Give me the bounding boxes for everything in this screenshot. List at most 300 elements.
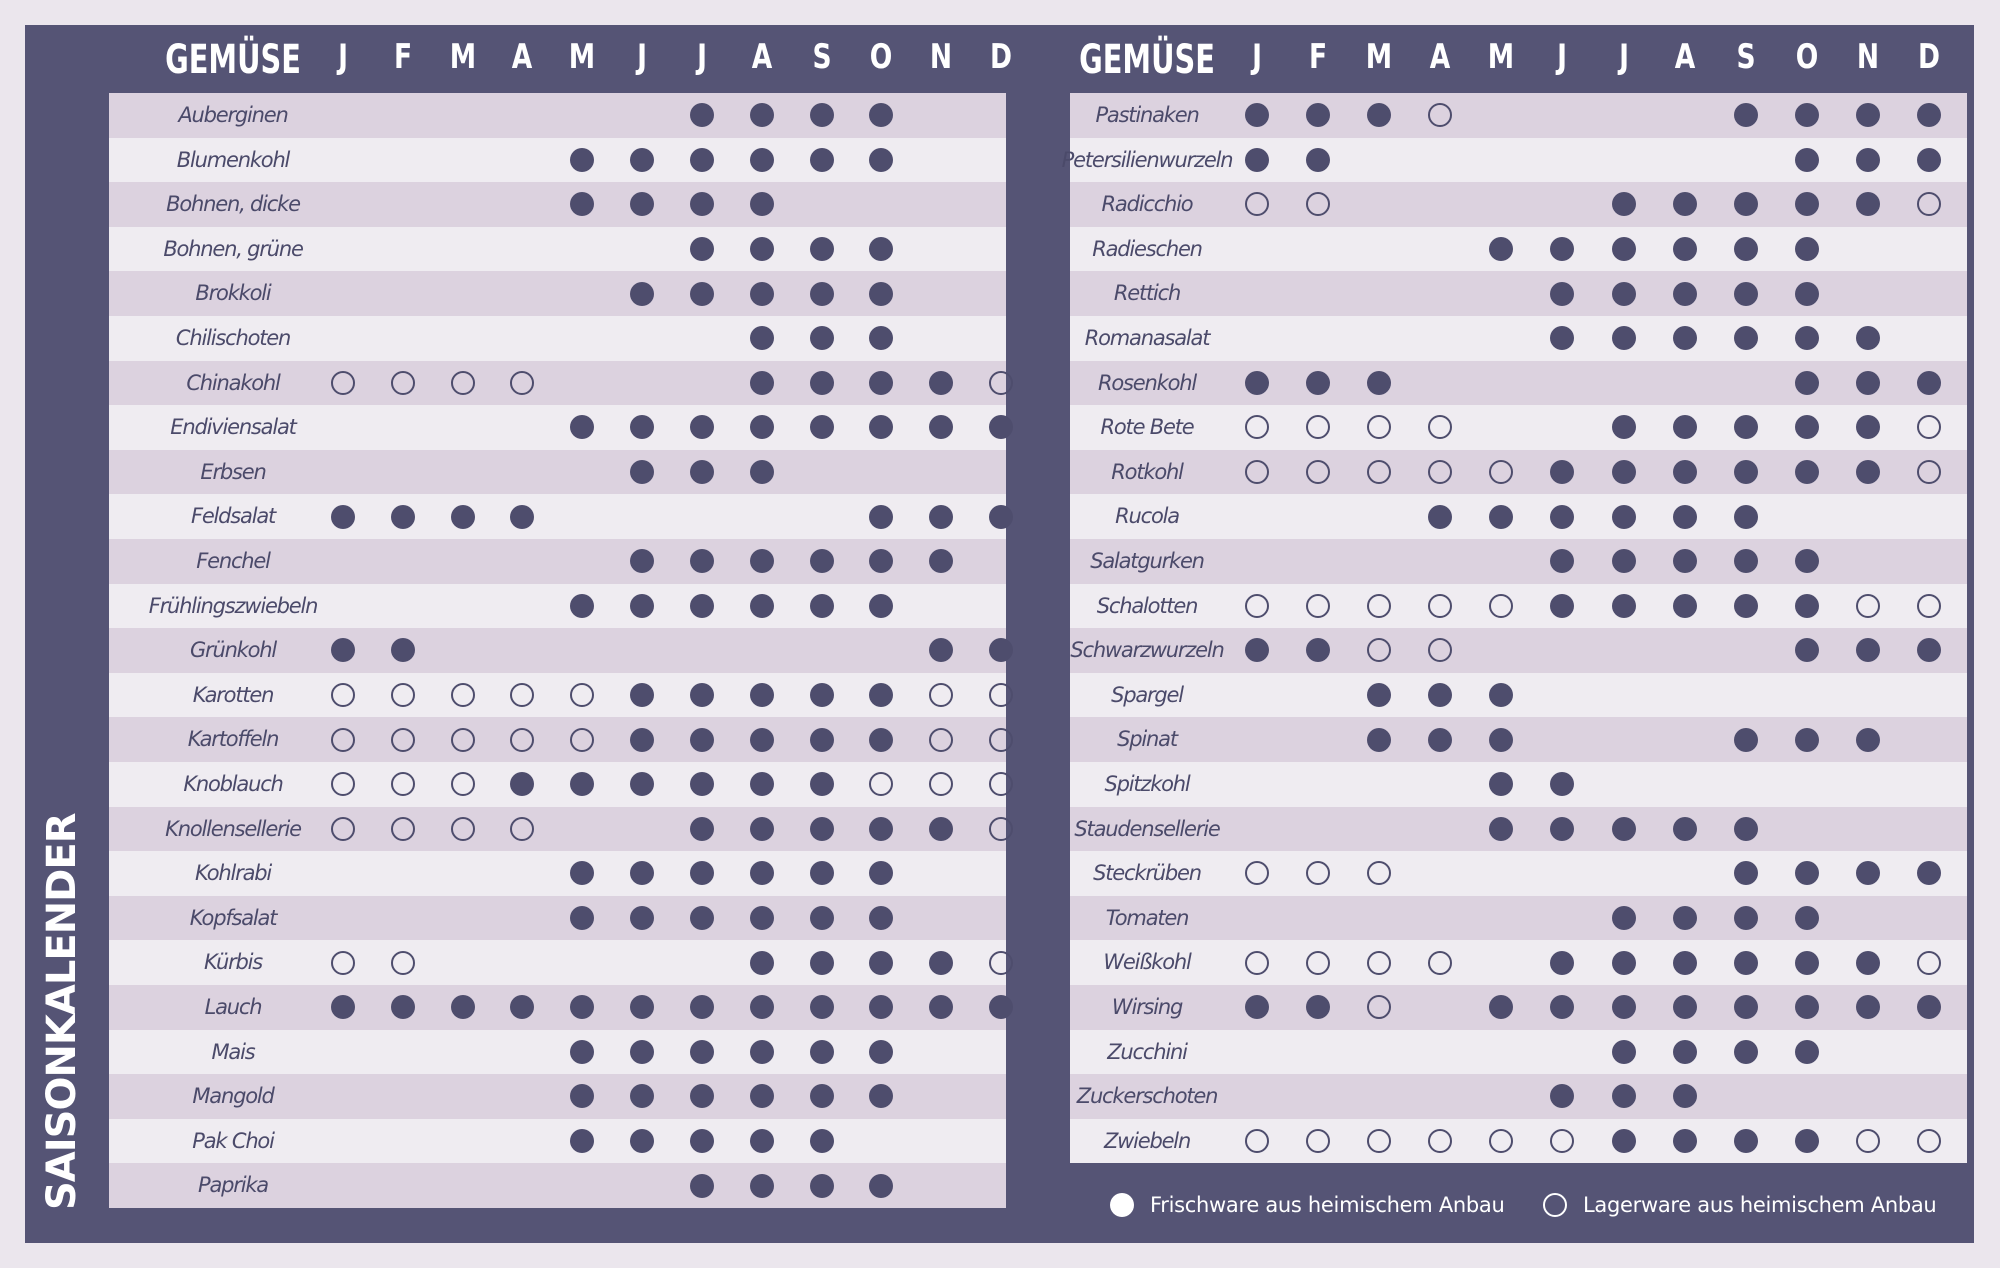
- vegetable-name: Kopfsalat: [189, 905, 277, 930]
- fresh-dot-knoblauch-8: [750, 772, 774, 796]
- fresh-dot-rucola-4: [1428, 505, 1452, 529]
- table-row: [109, 1030, 1006, 1075]
- vegetable-name: Brokkoli: [195, 281, 271, 306]
- fresh-dot-zucchini-7: [1612, 1040, 1636, 1064]
- fresh-dot-bohnen-gruene-9: [810, 237, 834, 261]
- table-row: [109, 93, 1006, 138]
- fresh-dot-kuerbis-8: [750, 951, 774, 975]
- fresh-dot-mais-5: [570, 1040, 594, 1064]
- stored-dot-kuerbis-1: [331, 951, 355, 975]
- table-row: [109, 227, 1006, 272]
- fresh-dot-zuckerschoten-7: [1612, 1084, 1636, 1108]
- vegetable-name: Schalotten: [1096, 593, 1198, 618]
- vegetable-name: Mais: [211, 1039, 255, 1064]
- month-header: J: [1252, 37, 1262, 77]
- vegetable-name: Knollensellerie: [165, 816, 301, 841]
- fresh-dot-knollensellerie-9: [810, 817, 834, 841]
- fresh-dot-knoblauch-9: [810, 772, 834, 796]
- fresh-dot-steckrueben-12: [1917, 861, 1941, 885]
- vegetable-name: Weißkohl: [1103, 950, 1191, 975]
- stored-dot-schalotten-3: [1367, 594, 1391, 618]
- vegetable-name: Zucchini: [1107, 1039, 1187, 1064]
- fresh-dot-karotten-9: [810, 683, 834, 707]
- fresh-dot-brokkoli-9: [810, 282, 834, 306]
- table-row: [1070, 494, 1967, 539]
- fresh-dot-blumenkohl-10: [869, 148, 893, 172]
- fresh-dot-schwarzwurzeln-11: [1856, 638, 1880, 662]
- vegetable-name: Rettich: [1113, 281, 1181, 306]
- table-row: [109, 985, 1006, 1030]
- fresh-dot-rotkohl-10: [1795, 460, 1819, 484]
- fresh-dot-schalotten-6: [1550, 594, 1574, 618]
- month-header: N: [930, 37, 953, 77]
- stored-dot-zwiebeln-6: [1550, 1129, 1574, 1153]
- stored-dot-schalotten-11: [1856, 594, 1880, 618]
- fresh-dot-rucola-7: [1612, 505, 1636, 529]
- table-right: [1044, 25, 1941, 1243]
- stored-dot-rote-bete-2: [1306, 415, 1330, 439]
- vegetable-name: Kürbis: [203, 950, 263, 975]
- fresh-dot-lauch-7: [690, 995, 714, 1019]
- fresh-dot-wirsing-2: [1306, 995, 1330, 1019]
- stored-dot-pastinaken-4: [1428, 103, 1452, 127]
- fresh-dot-spinat-9: [1734, 728, 1758, 752]
- fresh-dot-endiviensalat-7: [690, 415, 714, 439]
- fresh-dot-chilischoten-8: [750, 326, 774, 350]
- month-header: M: [1488, 37, 1515, 77]
- fresh-dot-fenchel-7: [690, 549, 714, 573]
- filled-circle-icon: [1110, 1193, 1134, 1217]
- vegetable-name: Rote Bete: [1100, 415, 1194, 440]
- fresh-dot-spinat-10: [1795, 728, 1819, 752]
- fresh-dot-chinakohl-10: [869, 371, 893, 395]
- fresh-dot-pak-choi-5: [570, 1129, 594, 1153]
- legend-stored: [1543, 1185, 1936, 1225]
- month-header: O: [870, 37, 893, 77]
- month-header: J: [696, 37, 707, 77]
- month-header: A: [751, 37, 772, 77]
- fresh-dot-chinakohl-11: [929, 371, 953, 395]
- fresh-dot-lauch-3: [451, 995, 475, 1019]
- table-row: [109, 762, 1006, 807]
- stored-dot-rote-bete-4: [1428, 415, 1452, 439]
- fresh-dot-kuerbis-9: [810, 951, 834, 975]
- fresh-dot-radieschen-7: [1612, 237, 1636, 261]
- stored-dot-rote-bete-12: [1917, 415, 1941, 439]
- table-row: [1070, 182, 1967, 227]
- fresh-dot-auberginen-8: [750, 103, 774, 127]
- stored-dot-weisskohl-3: [1367, 951, 1391, 975]
- fresh-dot-brokkoli-7: [690, 282, 714, 306]
- fresh-dot-pak-choi-6: [630, 1129, 654, 1153]
- fresh-dot-karotten-6: [630, 683, 654, 707]
- fresh-dot-radicchio-10: [1795, 192, 1819, 216]
- fresh-dot-mangold-9: [810, 1084, 834, 1108]
- table-row: [1070, 896, 1967, 941]
- vegetable-name: Zwiebeln: [1103, 1128, 1191, 1153]
- fresh-dot-gruenkohl-2: [391, 638, 415, 662]
- vegetable-name: Tomaten: [1105, 905, 1189, 930]
- fresh-dot-pak-choi-8: [750, 1129, 774, 1153]
- fresh-dot-endiviensalat-10: [869, 415, 893, 439]
- vegetable-name: Wirsing: [1111, 995, 1183, 1019]
- table-row: [1070, 985, 1967, 1030]
- stored-dot-schalotten-12: [1917, 594, 1941, 618]
- fresh-dot-rucola-5: [1489, 505, 1513, 529]
- fresh-dot-rosenkohl-2: [1306, 371, 1330, 395]
- fresh-dot-petersilienwurzeln-12: [1917, 148, 1941, 172]
- table-row: [109, 673, 1006, 718]
- month-header: J: [338, 37, 348, 77]
- fresh-dot-tomaten-8: [1673, 906, 1697, 930]
- fresh-dot-chilischoten-10: [869, 326, 893, 350]
- vegetable-name: Erbsen: [200, 459, 266, 484]
- stored-dot-kartoffeln-4: [510, 728, 534, 752]
- fresh-dot-kopfsalat-5: [570, 906, 594, 930]
- fresh-dot-romanasalat-11: [1856, 326, 1880, 350]
- fresh-dot-staudensellerie-7: [1612, 817, 1636, 841]
- stored-dot-karotten-1: [331, 683, 355, 707]
- fresh-dot-lauch-4: [510, 995, 534, 1019]
- fresh-dot-kartoffeln-9: [810, 728, 834, 752]
- fresh-dot-brokkoli-8: [750, 282, 774, 306]
- fresh-dot-fenchel-6: [630, 549, 654, 573]
- fresh-dot-rucola-8: [1673, 505, 1697, 529]
- stored-dot-wirsing-3: [1367, 995, 1391, 1019]
- season-calendar: [25, 25, 1974, 1243]
- fresh-dot-kohlrabi-9: [810, 861, 834, 885]
- stored-dot-rotkohl-3: [1367, 460, 1391, 484]
- month-header: D: [1917, 37, 1941, 77]
- stored-dot-karotten-12: [989, 683, 1013, 707]
- stored-dot-knoblauch-12: [989, 772, 1013, 796]
- vegetable-name: Radieschen: [1092, 236, 1202, 261]
- fresh-dot-karotten-8: [750, 683, 774, 707]
- fresh-dot-endiviensalat-11: [929, 415, 953, 439]
- fresh-dot-fruehlingszwiebeln-9: [810, 594, 834, 618]
- fresh-dot-fenchel-9: [810, 549, 834, 573]
- fresh-dot-karotten-10: [869, 683, 893, 707]
- fresh-dot-schalotten-8: [1673, 594, 1697, 618]
- vegetable-name: Chinakohl: [186, 370, 280, 395]
- vegetable-name: Petersilienwurzeln: [1061, 147, 1233, 172]
- vegetable-name: Steckrüben: [1093, 861, 1201, 886]
- vegetable-name: Zuckerschoten: [1076, 1084, 1218, 1109]
- fresh-dot-steckrueben-11: [1856, 861, 1880, 885]
- legend: [25, 1185, 1974, 1225]
- fresh-dot-rosenkohl-3: [1367, 371, 1391, 395]
- fresh-dot-rettich-8: [1673, 282, 1697, 306]
- fresh-dot-petersilienwurzeln-10: [1795, 148, 1819, 172]
- table-left: [83, 25, 1013, 1243]
- fresh-dot-petersilienwurzeln-2: [1306, 148, 1330, 172]
- table-row: [109, 851, 1006, 896]
- fresh-dot-bohnen-gruene-8: [750, 237, 774, 261]
- table-row: [109, 1074, 1006, 1119]
- fresh-dot-petersilienwurzeln-1: [1245, 148, 1269, 172]
- fresh-dot-wirsing-9: [1734, 995, 1758, 1019]
- stored-dot-kuerbis-12: [989, 951, 1013, 975]
- fresh-dot-wirsing-10: [1795, 995, 1819, 1019]
- fresh-dot-lauch-11: [929, 995, 953, 1019]
- stored-dot-radicchio-2: [1306, 192, 1330, 216]
- table-row: [109, 940, 1006, 985]
- fresh-dot-pastinaken-9: [1734, 103, 1758, 127]
- stored-dot-weisskohl-4: [1428, 951, 1452, 975]
- stored-dot-karotten-2: [391, 683, 415, 707]
- table-row: [109, 182, 1006, 227]
- stored-dot-kartoffeln-11: [929, 728, 953, 752]
- fresh-dot-auberginen-9: [810, 103, 834, 127]
- fresh-dot-zwiebeln-8: [1673, 1129, 1697, 1153]
- stored-dot-steckrueben-3: [1367, 861, 1391, 885]
- fresh-dot-feldsalat-11: [929, 505, 953, 529]
- stored-dot-zwiebeln-1: [1245, 1129, 1269, 1153]
- month-header: A: [1429, 37, 1451, 77]
- table-row: [1070, 807, 1967, 852]
- table-row: [1070, 405, 1967, 450]
- fresh-dot-spitzkohl-5: [1489, 772, 1513, 796]
- fresh-dot-kopfsalat-6: [630, 906, 654, 930]
- fresh-dot-feldsalat-12: [989, 505, 1013, 529]
- fresh-dot-endiviensalat-8: [750, 415, 774, 439]
- fresh-dot-mangold-7: [690, 1084, 714, 1108]
- month-header: M: [1365, 37, 1393, 77]
- fresh-dot-blumenkohl-9: [810, 148, 834, 172]
- fresh-dot-pastinaken-10: [1795, 103, 1819, 127]
- vegetable-name: Frühlingszwiebeln: [148, 593, 318, 618]
- fresh-dot-rucola-6: [1550, 505, 1574, 529]
- table-row: [1070, 93, 1967, 138]
- table-row: [1070, 227, 1967, 272]
- table-row: [1061, 138, 1967, 183]
- fresh-dot-fenchel-11: [929, 549, 953, 573]
- vegetable-name: Schwarzwurzeln: [1070, 638, 1224, 663]
- legend-stored-label: Lagerware aus heimischem Anbau: [1583, 1193, 1937, 1217]
- fresh-dot-kopfsalat-10: [869, 906, 893, 930]
- stored-dot-rotkohl-1: [1245, 460, 1269, 484]
- fresh-dot-rote-bete-7: [1612, 415, 1636, 439]
- fresh-dot-zuckerschoten-8: [1673, 1084, 1697, 1108]
- fresh-dot-spinat-3: [1367, 728, 1391, 752]
- stored-dot-knollensellerie-12: [989, 817, 1013, 841]
- fresh-dot-rotkohl-6: [1550, 460, 1574, 484]
- fresh-dot-spargel-3: [1367, 683, 1391, 707]
- table-row: [1070, 940, 1967, 985]
- fresh-dot-zwiebeln-7: [1612, 1129, 1636, 1153]
- fresh-dot-kohlrabi-7: [690, 861, 714, 885]
- fresh-dot-fruehlingszwiebeln-6: [630, 594, 654, 618]
- stored-dot-rotkohl-5: [1489, 460, 1513, 484]
- table-row: [109, 807, 1006, 852]
- fresh-dot-weisskohl-11: [1856, 951, 1880, 975]
- fresh-dot-wirsing-6: [1550, 995, 1574, 1019]
- fresh-dot-brokkoli-10: [869, 282, 893, 306]
- column-label: GEMÜSE: [1079, 37, 1215, 83]
- vegetable-name: Pastinaken: [1095, 103, 1199, 127]
- month-header: J: [637, 37, 648, 77]
- fresh-dot-rote-bete-8: [1673, 415, 1697, 439]
- table-row: [1070, 673, 1967, 718]
- fresh-dot-knoblauch-6: [630, 772, 654, 796]
- fresh-dot-gruenkohl-11: [929, 638, 953, 662]
- legend-fresh-label: Frischware aus heimischem Anbau: [1150, 1193, 1505, 1217]
- fresh-dot-mais-6: [630, 1040, 654, 1064]
- table-row: [1070, 584, 1967, 629]
- fresh-dot-staudensellerie-9: [1734, 817, 1758, 841]
- fresh-dot-erbsen-8: [750, 460, 774, 484]
- vegetable-name: Blumenkohl: [176, 147, 290, 172]
- stored-dot-zwiebeln-5: [1489, 1129, 1513, 1153]
- open-circle-icon: [1543, 1193, 1567, 1217]
- fresh-dot-bohnen-dicke-7: [690, 192, 714, 216]
- fresh-dot-feldsalat-1: [331, 505, 355, 529]
- fresh-dot-feldsalat-4: [510, 505, 534, 529]
- stored-dot-schalotten-4: [1428, 594, 1452, 618]
- fresh-dot-rettich-6: [1550, 282, 1574, 306]
- fresh-dot-steckrueben-9: [1734, 861, 1758, 885]
- fresh-dot-salatgurken-9: [1734, 549, 1758, 573]
- vegetable-name: Endiviensalat: [170, 415, 296, 440]
- stored-dot-chinakohl-12: [989, 371, 1013, 395]
- fresh-dot-spitzkohl-6: [1550, 772, 1574, 796]
- fresh-dot-mangold-8: [750, 1084, 774, 1108]
- table-row: [109, 539, 1006, 584]
- fresh-dot-rote-bete-10: [1795, 415, 1819, 439]
- vegetable-name: Grünkohl: [189, 638, 277, 663]
- fresh-dot-zwiebeln-10: [1795, 1129, 1819, 1153]
- fresh-dot-radieschen-10: [1795, 237, 1819, 261]
- fresh-dot-blumenkohl-7: [690, 148, 714, 172]
- fresh-dot-wirsing-7: [1612, 995, 1636, 1019]
- fresh-dot-kopfsalat-9: [810, 906, 834, 930]
- fresh-dot-spargel-4: [1428, 683, 1452, 707]
- fresh-dot-weisskohl-8: [1673, 951, 1697, 975]
- fresh-dot-endiviensalat-5: [570, 415, 594, 439]
- stored-dot-knollensellerie-3: [451, 817, 475, 841]
- fresh-dot-staudensellerie-6: [1550, 817, 1574, 841]
- stored-dot-weisskohl-2: [1306, 951, 1330, 975]
- fresh-dot-zuckerschoten-6: [1550, 1084, 1574, 1108]
- fresh-dot-kohlrabi-6: [630, 861, 654, 885]
- fresh-dot-schwarzwurzeln-10: [1795, 638, 1819, 662]
- table-row: [109, 584, 1006, 629]
- fresh-dot-rote-bete-9: [1734, 415, 1758, 439]
- table-row: [109, 494, 1006, 539]
- fresh-dot-knoblauch-4: [510, 772, 534, 796]
- fresh-dot-wirsing-12: [1917, 995, 1941, 1019]
- fresh-dot-mais-8: [750, 1040, 774, 1064]
- fresh-dot-spinat-11: [1856, 728, 1880, 752]
- table-row: [1070, 762, 1967, 807]
- fresh-dot-romanasalat-6: [1550, 326, 1574, 350]
- stored-dot-schalotten-1: [1245, 594, 1269, 618]
- month-header: S: [1736, 37, 1756, 77]
- fresh-dot-romanasalat-10: [1795, 326, 1819, 350]
- fresh-dot-karotten-7: [690, 683, 714, 707]
- fresh-dot-staudensellerie-5: [1489, 817, 1513, 841]
- vegetable-name: Rosenkohl: [1098, 370, 1196, 395]
- vegetable-name: Bohnen, grüne: [163, 236, 303, 261]
- fresh-dot-zucchini-8: [1673, 1040, 1697, 1064]
- stored-dot-zwiebeln-12: [1917, 1129, 1941, 1153]
- fresh-dot-spinat-5: [1489, 728, 1513, 752]
- fresh-dot-rotkohl-8: [1673, 460, 1697, 484]
- fresh-dot-rettich-10: [1795, 282, 1819, 306]
- vegetable-name: Spargel: [1111, 682, 1183, 707]
- fresh-dot-kartoffeln-8: [750, 728, 774, 752]
- stored-dot-knoblauch-11: [929, 772, 953, 796]
- fresh-dot-blumenkohl-6: [630, 148, 654, 172]
- stored-dot-steckrueben-2: [1306, 861, 1330, 885]
- stored-dot-karotten-11: [929, 683, 953, 707]
- fresh-dot-pastinaken-2: [1306, 103, 1330, 127]
- stored-dot-weisskohl-12: [1917, 951, 1941, 975]
- fresh-dot-romanasalat-8: [1673, 326, 1697, 350]
- fresh-dot-mangold-10: [869, 1084, 893, 1108]
- month-header: M: [449, 37, 476, 77]
- table-row: [109, 717, 1006, 762]
- fresh-dot-weisskohl-7: [1612, 951, 1636, 975]
- fresh-dot-knollensellerie-11: [929, 817, 953, 841]
- fresh-dot-radieschen-6: [1550, 237, 1574, 261]
- fresh-dot-endiviensalat-9: [810, 415, 834, 439]
- stored-dot-karotten-3: [451, 683, 475, 707]
- fresh-dot-kohlrabi-10: [869, 861, 893, 885]
- stored-dot-knoblauch-2: [391, 772, 415, 796]
- vegetable-name: Spinat: [1117, 727, 1177, 752]
- fresh-dot-lauch-2: [391, 995, 415, 1019]
- stored-dot-kartoffeln-1: [331, 728, 355, 752]
- month-header: N: [1856, 37, 1880, 77]
- legend-fresh: [1110, 1185, 1505, 1225]
- fresh-dot-endiviensalat-12: [989, 415, 1013, 439]
- fresh-dot-radieschen-9: [1734, 237, 1758, 261]
- fresh-dot-salatgurken-7: [1612, 549, 1636, 573]
- stored-dot-knoblauch-10: [869, 772, 893, 796]
- vegetable-name: Knoblauch: [183, 772, 283, 796]
- fresh-dot-romanasalat-9: [1734, 326, 1758, 350]
- fresh-dot-lauch-5: [570, 995, 594, 1019]
- fresh-dot-kartoffeln-10: [869, 728, 893, 752]
- fresh-dot-tomaten-9: [1734, 906, 1758, 930]
- month-header: S: [811, 37, 832, 77]
- fresh-dot-fenchel-8: [750, 549, 774, 573]
- fresh-dot-weisskohl-6: [1550, 951, 1574, 975]
- vegetable-name: Spitzkohl: [1104, 772, 1190, 796]
- fresh-dot-radicchio-9: [1734, 192, 1758, 216]
- vegetable-name: Rotkohl: [1111, 459, 1183, 484]
- fresh-dot-gruenkohl-12: [989, 638, 1013, 662]
- table-row: [1070, 1074, 1967, 1119]
- fresh-dot-fruehlingszwiebeln-8: [750, 594, 774, 618]
- stored-dot-knollensellerie-2: [391, 817, 415, 841]
- vegetable-name: Karotten: [192, 682, 274, 707]
- fresh-dot-weisskohl-10: [1795, 951, 1819, 975]
- vegetable-name: Kartoffeln: [187, 727, 279, 752]
- fresh-dot-bohnen-dicke-5: [570, 192, 594, 216]
- fresh-dot-lauch-12: [989, 995, 1013, 1019]
- stored-dot-knollensellerie-1: [331, 817, 355, 841]
- month-header: F: [1309, 37, 1328, 77]
- fresh-dot-bohnen-gruene-7: [690, 237, 714, 261]
- fresh-dot-knollensellerie-10: [869, 817, 893, 841]
- stored-dot-karotten-5: [570, 683, 594, 707]
- fresh-dot-wirsing-8: [1673, 995, 1697, 1019]
- vegetable-name: Feldsalat: [190, 504, 276, 529]
- fresh-dot-schwarzwurzeln-12: [1917, 638, 1941, 662]
- table-row: [109, 450, 1006, 495]
